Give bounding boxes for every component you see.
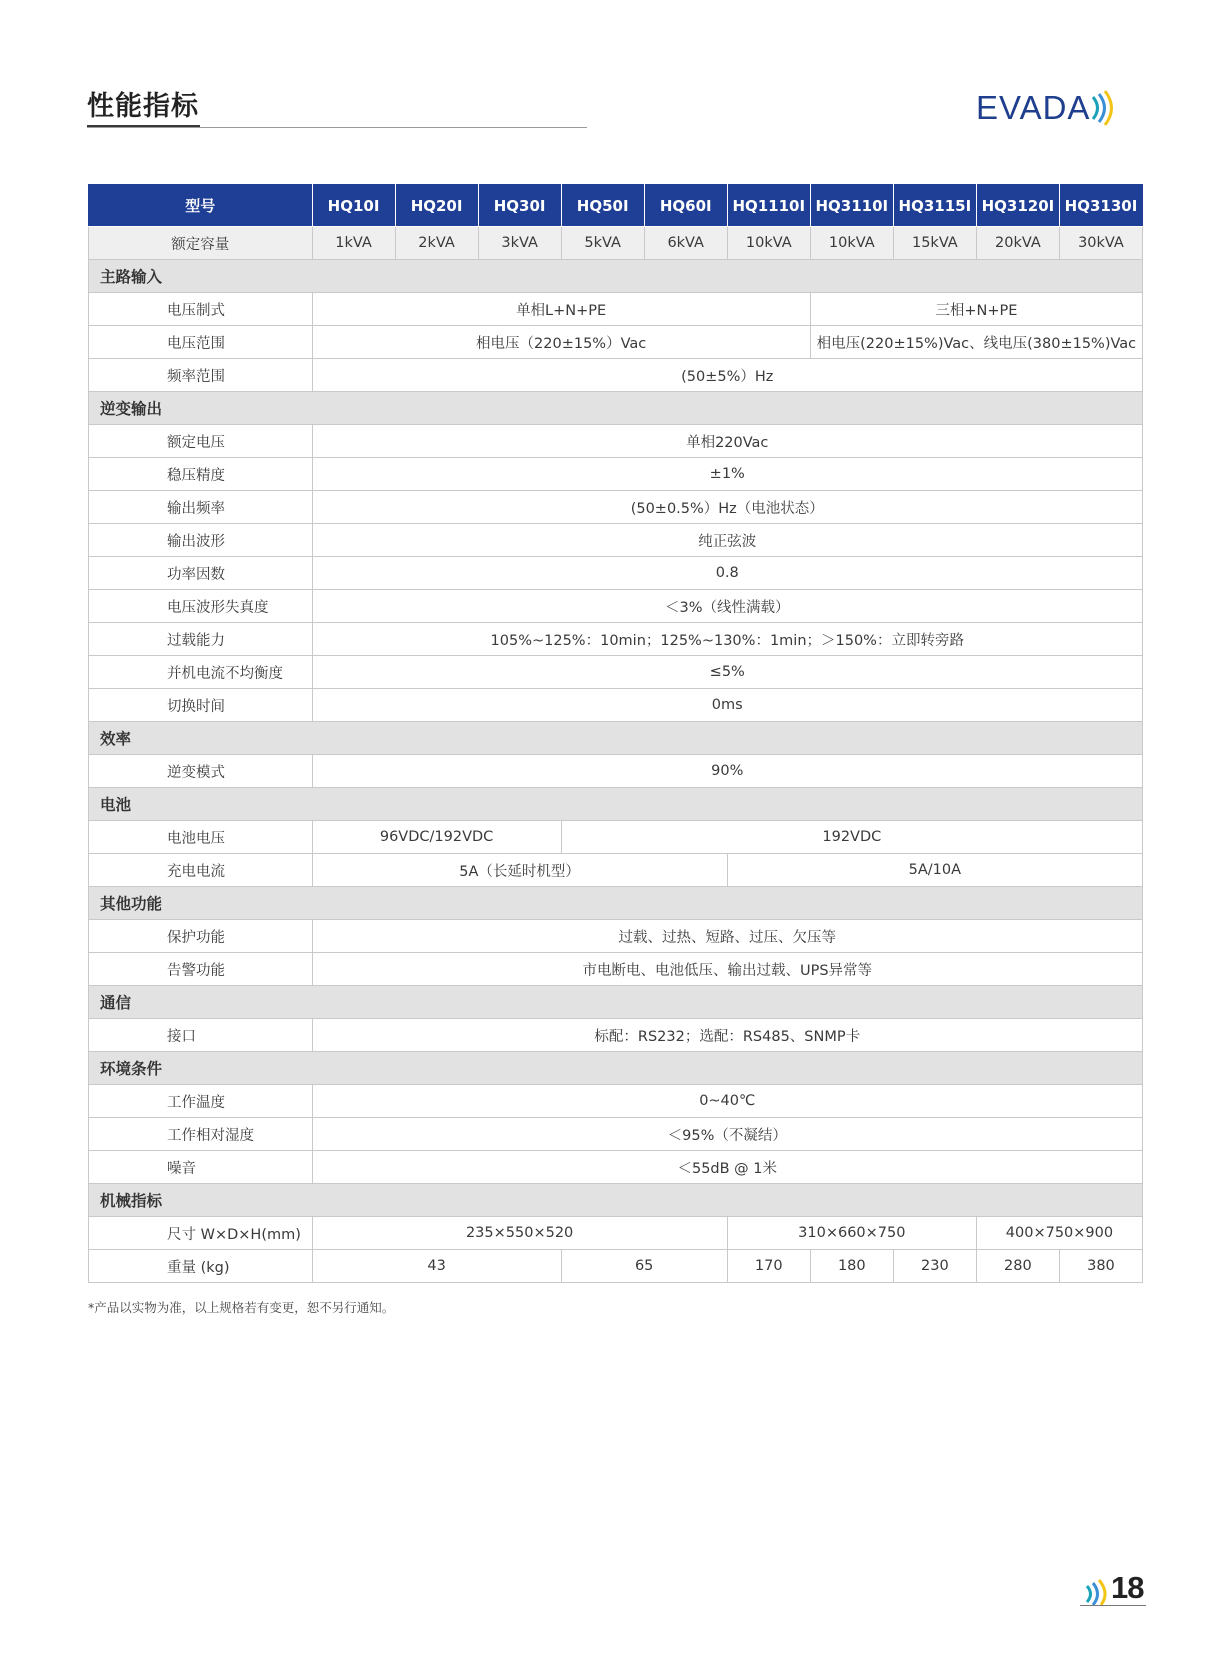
section-title: 通信 (89, 986, 1143, 1019)
model-label: 型号 (89, 185, 313, 227)
capacity-value: 10kVA (727, 227, 810, 260)
rated-capacity-row (89, 227, 1143, 260)
table-row (89, 656, 1143, 689)
cell-value: 380 (1059, 1250, 1142, 1283)
model-name: HQ50I (561, 185, 644, 227)
cell-value: (50±0.5%）Hz（电池状态） (312, 491, 1143, 524)
model-name: HQ3115I (893, 185, 976, 227)
row-label: 输出波形 (89, 524, 313, 557)
model-name: HQ10I (312, 185, 395, 227)
row-label: 重量 (kg) (89, 1250, 313, 1283)
table-row (89, 755, 1143, 788)
cell-value: 280 (976, 1250, 1059, 1283)
row-label: 电池电压 (89, 821, 313, 854)
table-row (89, 920, 1143, 953)
model-name: HQ3110I (810, 185, 893, 227)
cell-value: 相电压(220±15%)Vac、线电压(380±15%)Vac (810, 326, 1142, 359)
model-name: HQ3130I (1059, 185, 1142, 227)
row-label: 接口 (89, 1019, 313, 1052)
capacity-value: 20kVA (976, 227, 1059, 260)
cell-value: 310×660×750 (727, 1217, 976, 1250)
row-label: 过载能力 (89, 623, 313, 656)
model-name: HQ1110I (727, 185, 810, 227)
section-battery (89, 788, 1143, 821)
model-name: HQ20I (395, 185, 478, 227)
model-name: HQ3120I (976, 185, 1059, 227)
table-row (89, 524, 1143, 557)
table-row (89, 1151, 1143, 1184)
section-title: 环境条件 (89, 1052, 1143, 1085)
section-other-functions (89, 887, 1143, 920)
cell-value: 单相L+N+PE (312, 293, 810, 326)
section-mechanical (89, 1184, 1143, 1217)
cell-value: 230 (893, 1250, 976, 1283)
row-label: 告警功能 (89, 953, 313, 986)
table-row (89, 458, 1143, 491)
cell-value: 192VDC (561, 821, 1142, 854)
table-row (89, 689, 1143, 722)
cell-value: 相电压（220±15%）Vac (312, 326, 810, 359)
row-label: 电压波形失真度 (89, 590, 313, 623)
cell-value: 65 (561, 1250, 727, 1283)
cell-value: 单相220Vac (312, 425, 1143, 458)
cell-value: ±1% (312, 458, 1143, 491)
row-label: 输出频率 (89, 491, 313, 524)
row-label: 功率因数 (89, 557, 313, 590)
model-name: HQ60I (644, 185, 727, 227)
capacity-label: 额定容量 (89, 227, 313, 260)
cell-value: 90% (312, 755, 1143, 788)
row-label: 逆变模式 (89, 755, 313, 788)
table-row (89, 326, 1143, 359)
row-label: 额定电压 (89, 425, 313, 458)
model-name: HQ30I (478, 185, 561, 227)
row-label: 并机电流不均衡度 (89, 656, 313, 689)
cell-value: 纯正弦波 (312, 524, 1143, 557)
table-row (89, 293, 1143, 326)
capacity-value: 30kVA (1059, 227, 1142, 260)
table-row (89, 557, 1143, 590)
section-inverter-output (89, 392, 1143, 425)
table-row (89, 359, 1143, 392)
cell-value: ＜3%（线性满载） (312, 590, 1143, 623)
spec-table (88, 184, 1143, 1283)
row-label: 保护功能 (89, 920, 313, 953)
section-main-input (89, 260, 1143, 293)
table-row (89, 1250, 1143, 1283)
table-row (89, 1217, 1143, 1250)
cell-value: 0.8 (312, 557, 1143, 590)
table-row (89, 425, 1143, 458)
section-title: 效率 (89, 722, 1143, 755)
brand-logo (976, 86, 1116, 130)
table-row (89, 623, 1143, 656)
capacity-value: 1kVA (312, 227, 395, 260)
cell-value: ＜95%（不凝结） (312, 1118, 1143, 1151)
page-number-underline (1080, 1605, 1146, 1606)
table-row (89, 1118, 1143, 1151)
section-title: 逆变输出 (89, 392, 1143, 425)
cell-value: 5A（长延时机型） (312, 854, 727, 887)
cell-value: 市电断电、电池低压、输出过载、UPS异常等 (312, 953, 1143, 986)
row-label: 频率范围 (89, 359, 313, 392)
section-title: 其他功能 (89, 887, 1143, 920)
cell-value: 标配：RS232；选配：RS485、SNMP卡 (312, 1019, 1143, 1052)
cell-value: 180 (810, 1250, 893, 1283)
section-title: 电池 (89, 788, 1143, 821)
cell-value: (50±5%）Hz (312, 359, 1143, 392)
cell-value: 105%~125%：10min；125%~130%：1min；＞150%：立即转旁路 (312, 623, 1143, 656)
page-number-text: 18 (1111, 1570, 1144, 1605)
logo-text: EVADA (976, 89, 1091, 126)
section-efficiency (89, 722, 1143, 755)
table-row (89, 953, 1143, 986)
footnote: *产品以实物为准，以上规格若有变更，恕不另行通知。 (88, 1300, 395, 1315)
cell-value: 0ms (312, 689, 1143, 722)
section-communication (89, 986, 1143, 1019)
table-row (89, 1085, 1143, 1118)
capacity-value: 2kVA (395, 227, 478, 260)
cell-value: 0~40℃ (312, 1085, 1143, 1118)
capacity-value: 15kVA (893, 227, 976, 260)
capacity-value: 6kVA (644, 227, 727, 260)
table-row (89, 1019, 1143, 1052)
row-label: 噪音 (89, 1151, 313, 1184)
row-label: 切换时间 (89, 689, 313, 722)
row-label: 充电电流 (89, 854, 313, 887)
cell-value: 235×550×520 (312, 1217, 727, 1250)
table-row (89, 821, 1143, 854)
capacity-value: 10kVA (810, 227, 893, 260)
row-label: 工作温度 (89, 1085, 313, 1118)
cell-value: 400×750×900 (976, 1217, 1142, 1250)
table-row (89, 491, 1143, 524)
cell-value: 三相+N+PE (810, 293, 1142, 326)
table-row (89, 590, 1143, 623)
section-environment (89, 1052, 1143, 1085)
signal-waves-icon (1090, 89, 1116, 127)
page-title: 性能指标 (87, 91, 199, 122)
capacity-value: 3kVA (478, 227, 561, 260)
row-label: 尺寸 W×D×H(mm) (89, 1217, 313, 1250)
section-title: 机械指标 (89, 1184, 1143, 1217)
capacity-value: 5kVA (561, 227, 644, 260)
title-underline (87, 127, 587, 128)
row-label: 电压范围 (89, 326, 313, 359)
table-row (89, 854, 1143, 887)
row-label: 工作相对湿度 (89, 1118, 313, 1151)
cell-value: 过载、过热、短路、过压、欠压等 (312, 920, 1143, 953)
cell-value: ≤5% (312, 656, 1143, 689)
row-label: 稳压精度 (89, 458, 313, 491)
cell-value: ＜55dB @ 1米 (312, 1151, 1143, 1184)
row-label: 电压制式 (89, 293, 313, 326)
cell-value: 96VDC/192VDC (312, 821, 561, 854)
cell-value: 43 (312, 1250, 561, 1283)
section-title: 主路输入 (89, 260, 1143, 293)
signal-waves-icon (1083, 1578, 1111, 1606)
model-header-row (89, 185, 1143, 227)
cell-value: 170 (727, 1250, 810, 1283)
page-number (1083, 1570, 1143, 1606)
cell-value: 5A/10A (727, 854, 1142, 887)
